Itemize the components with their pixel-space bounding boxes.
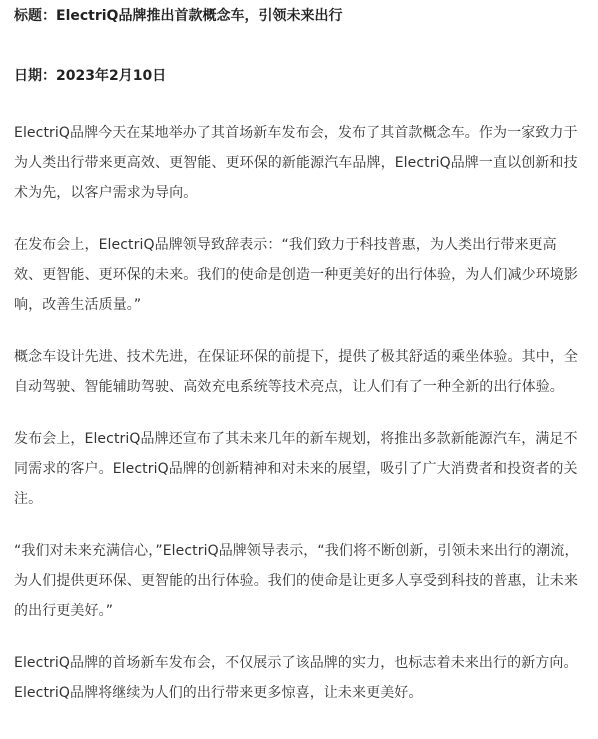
article-title: 标题：ElectriQ品牌推出首款概念车，引领未来出行 [14,8,343,24]
paragraph-quote: “我们对未来充满信心，”ElectriQ品牌领导表示，“我们将不断创新，引领未来出行的潮流，为人们提供更环保、更智能的出行体验。我们的使命是让更多人享受到科技的普惠，让未来的出行更美好。” [14,543,579,619]
paragraph-intro: ElectriQ品牌今天在某地举办了其首场新车发布会，发布了其首款概念车。作为一家致力于为人类出行带来更高效、更智能、更环保的新能源汽车品牌，ElectriQ品牌一直以创新和技术为先，以客户需求为导向。 [14,125,578,201]
paragraph-conclusion: ElectriQ品牌的首场新车发布会，不仅展示了该品牌的实力，也标志着未来出行的新方向。ElectriQ品牌将继续为人们的出行带来更多惊喜，让未来更美好。 [14,655,578,701]
article-date: 日期：2023年2月10日 [14,68,167,84]
paragraph-roadmap: 发布会上，ElectriQ品牌还宣布了其未来几年的新车规划，将推出多款新能源汽车，满足不同需求的客户。ElectriQ品牌的创新精神和对未来的展望，吸引了广大消费者和投资者的关注。 [14,431,578,507]
paragraph-concept-car: 概念车设计先进、技术先进，在保证环保的前提下，提供了极其舒适的乘坐体验。其中，全自动驾驶、智能辅助驾驶、高效充电系统等技术亮点，让人们有了一种全新的出行体验。 [14,349,578,395]
paragraph-speech: 在发布会上，ElectriQ品牌领导致辞表示：“我们致力于科技普惠，为人类出行带来更高效、更智能、更环保的未来。我们的使命是创造一种更美好的出行体验，为人们减少环境影响，改善生活质量。” [14,237,578,313]
